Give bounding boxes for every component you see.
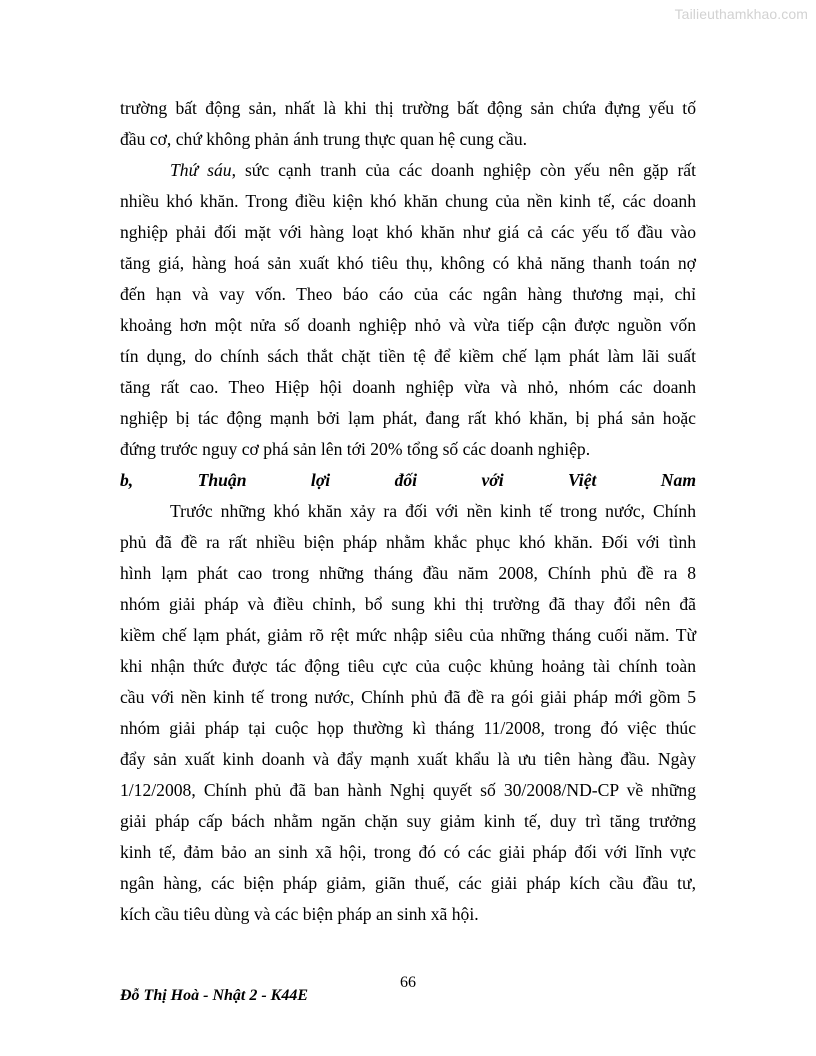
footer-author: Đỗ Thị Hoà - Nhật 2 - K44E — [120, 987, 309, 1004]
text-line: cầu với nền kinh tế trong nước, Chính phủ đã đề ra gói giải pháp mới gồm 5 — [120, 687, 696, 707]
text-line: đẩy sản xuất kinh doanh và đẩy mạnh xuất khẩu là ưu tiên hàng đầu. Ngày — [120, 749, 696, 769]
italic-lead: Thứ sáu — [170, 160, 232, 180]
text-line: nhóm giải pháp tại cuộc họp thường kì tháng 11/2008, trong đó việc thúc — [120, 718, 696, 738]
text-line: ngân hàng, các biện pháp giảm, giãn thuế, các giải pháp kích cầu đầu tư, — [120, 873, 696, 893]
text-line: phủ đã đề ra rất nhiều biện pháp nhằm khắc phục khó khăn. Đối với tình — [120, 532, 696, 552]
text-line: nhóm giải pháp và điều chỉnh, bổ sung khi thị trường đã thay đổi nên đã — [120, 594, 696, 614]
text-line: đứng trước nguy cơ phá sản lên tới 20% tổng số các doanh nghiệp. — [120, 439, 591, 459]
text-line: khoảng hơn một nửa số doanh nghiệp nhỏ và vừa tiếp cận được nguồn vốn — [120, 315, 696, 335]
section-heading: b, Thuận lợi đối với Việt Nam — [120, 470, 696, 490]
watermark-text: Tailieuthamkhao.com — [674, 6, 808, 22]
text-line: giải pháp cấp bách nhằm ngăn chặn suy giảm kinh tế, duy trì tăng trưởng — [120, 811, 696, 831]
text-line: trường bất động sản, nhất là khi thị trường bất động sản chứa đựng yếu tố — [120, 98, 696, 118]
text-line: tăng giá, hàng hoá sản xuất khó tiêu thụ, không có khả năng thanh toán nợ — [120, 253, 696, 273]
paragraph-2 — [120, 155, 696, 465]
document-body — [120, 93, 696, 930]
text-line: nghiệp bị tác động mạnh bởi lạm phát, đang rất khó khăn, bị phá sản hoặc — [120, 408, 696, 428]
text-line: Thứ sáu, sức cạnh tranh của các doanh nghiệp còn yếu nên gặp rất — [170, 160, 696, 180]
text-line: kinh tế, đảm bảo an sinh xã hội, trong đó có các giải pháp đối với lĩnh vực — [120, 842, 696, 862]
page-number: 66 — [400, 974, 416, 991]
text-line: kích cầu tiêu dùng và các biện pháp an sinh xã hội. — [120, 904, 479, 924]
paragraph-3 — [120, 496, 696, 930]
text-line: nhiều khó khăn. Trong điều kiện khó khăn chung của nền kinh tế, các doanh — [120, 191, 696, 211]
text-line: khi nhận thức được tác động tiêu cực của cuộc khủng hoảng tài chính toàn — [120, 656, 696, 676]
text-line: Trước những khó khăn xảy ra đối với nền kinh tế trong nước, Chính — [170, 501, 696, 521]
text-line: đến hạn và vay vốn. Theo báo cáo của các ngân hàng thương mại, chỉ — [120, 284, 696, 304]
text-line: hình lạm phát cao trong những tháng đầu năm 2008, Chính phủ đề ra 8 — [120, 563, 696, 583]
text-line: 1/12/2008, Chính phủ đã ban hành Nghị quyết số 30/2008/ND-CP về những — [120, 780, 696, 800]
text-line: kiềm chế lạm phát, giảm rõ rệt mức nhập siêu của những tháng cuối năm. Từ — [120, 625, 696, 645]
paragraph-1 — [120, 93, 696, 155]
text-line: tín dụng, do chính sách thắt chặt tiền tệ để kiềm chế lạm phát làm lãi suất — [120, 346, 696, 366]
text-line: nghiệp phải đối mặt với hàng loạt khó khăn như giá cả các yếu tố đầu vào — [120, 222, 696, 242]
text-line: tăng rất cao. Theo Hiệp hội doanh nghiệp vừa và nhỏ, nhóm các doanh — [120, 377, 696, 397]
text-line: đầu cơ, chứ không phản ánh trung thực quan hệ cung cầu. — [120, 129, 528, 149]
